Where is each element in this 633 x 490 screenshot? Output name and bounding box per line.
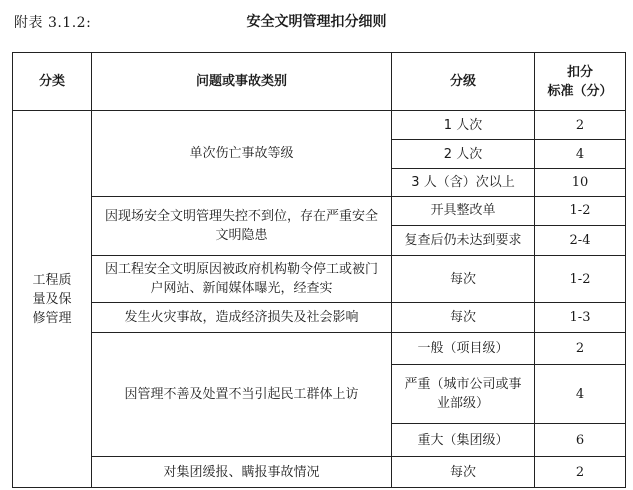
level-cell: 重大（集团级） (392, 424, 535, 457)
deduction-cell: 2 (535, 111, 626, 140)
table-row (13, 111, 626, 140)
issue-cell: 因工程安全文明原因被政府机构勒令停工或被门户网站、新闻媒体曝光，经查实 (92, 256, 392, 303)
deduction-cell: 10 (535, 168, 626, 196)
level-cell: 严重（城市公司或事业部级） (392, 364, 535, 424)
deduction-cell: 2-4 (535, 226, 626, 256)
header-deduction-line1: 扣分 (566, 64, 593, 80)
issue-cell: 因现场安全文明管理失控不到位，存在严重安全文明隐患 (92, 196, 392, 256)
header-category: 分类 (13, 53, 92, 111)
level-cell: 3 人（含）次以上 (392, 168, 535, 196)
level-cell: 每次 (392, 457, 535, 488)
level-cell: 一般（项目级） (392, 333, 535, 365)
level-cell: 2 人次 (392, 140, 535, 169)
table-row (13, 303, 626, 333)
deduction-cell: 1-2 (535, 256, 626, 303)
level-cell: 复查后仍未达到要求 (392, 226, 535, 256)
header-issue: 问题或事故类别 (92, 53, 392, 111)
document-title: 安全文明管理扣分细则 (246, 14, 387, 30)
header-deduction-line2: 标准（分） (547, 83, 613, 99)
table-caption: 附表 3.1.2: (14, 15, 92, 31)
table-row (13, 256, 626, 303)
level-cell: 每次 (392, 303, 535, 333)
deduction-cell: 1-3 (535, 303, 626, 333)
table-row (13, 196, 626, 226)
issue-cell: 因管理不善及处置不当引起民工群体上访 (92, 333, 392, 457)
header-level: 分级 (392, 53, 535, 111)
deduction-cell: 2 (535, 333, 626, 365)
deduction-cell: 4 (535, 140, 626, 169)
issue-cell: 发生火灾事故，造成经济损失及社会影响 (92, 303, 392, 333)
deduction-cell: 1-2 (535, 196, 626, 226)
issue-cell: 对集团缓报、瞒报事故情况 (92, 457, 392, 488)
table-row (13, 457, 626, 488)
table-row (13, 333, 626, 365)
issue-cell: 单次伤亡事故等级 (92, 111, 392, 196)
deduction-cell: 4 (535, 364, 626, 424)
deduction-cell: 2 (535, 457, 626, 488)
deduction-cell: 6 (535, 424, 626, 457)
level-cell: 每次 (392, 256, 535, 303)
deduction-rules-table (12, 52, 626, 488)
level-cell: 1 人次 (392, 111, 535, 140)
table-header-row (13, 53, 626, 111)
level-cell: 开具整改单 (392, 196, 535, 226)
category-cell: 工程质量及保修管理 (13, 111, 92, 488)
header-deduction (535, 53, 626, 111)
